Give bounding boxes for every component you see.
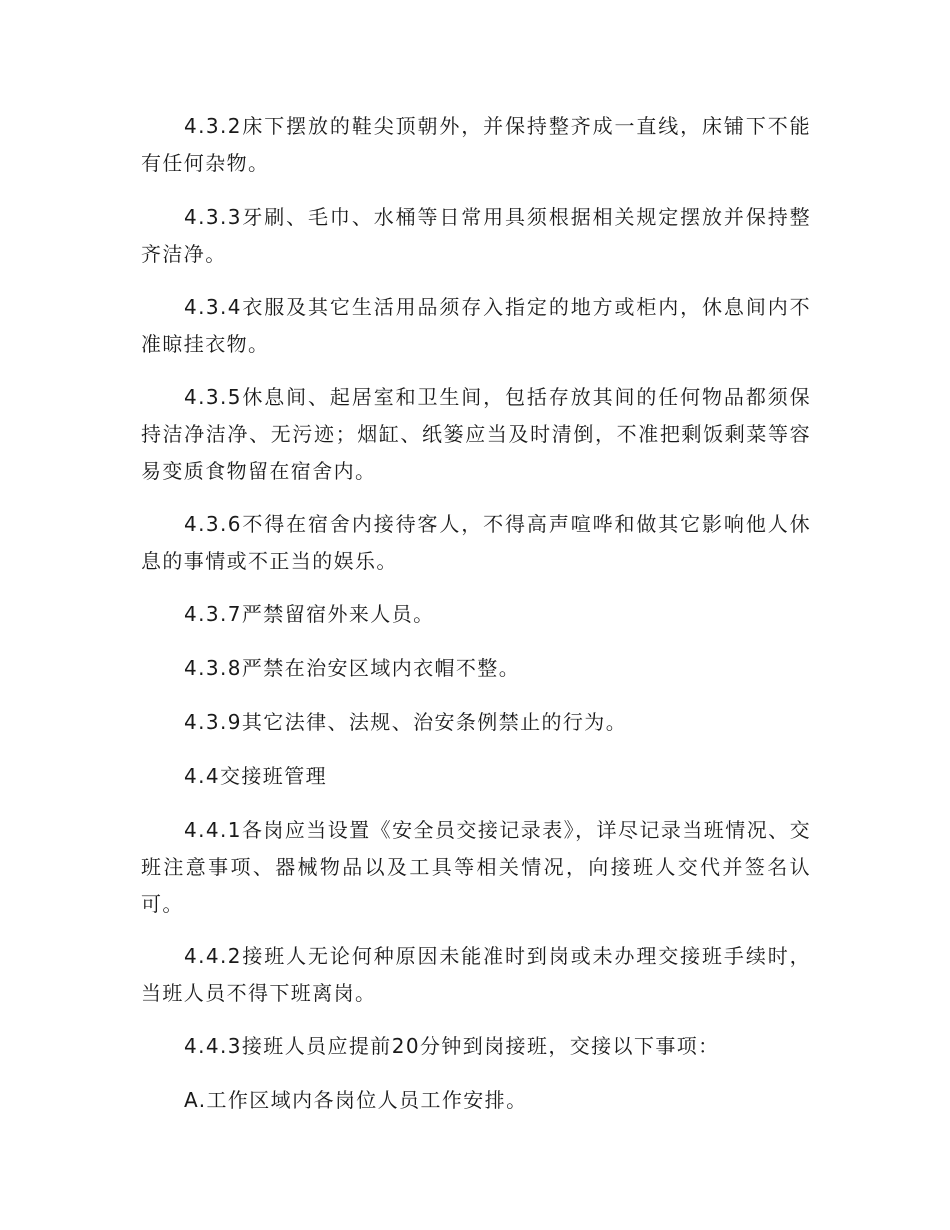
paragraph-4-3-8: 4.3.8严禁在治安区域内衣帽不整。 (184, 656, 521, 680)
paragraph-4-3-5: 4.3.5休息间、起居室和卫生间，包括存放其间的任何物品都须保持洁净洁净、无污迹；烟缸、纸篓应当及时清倒，不准把剩饭剩菜等容易变质食物留在宿舍内。 (141, 385, 811, 483)
paragraph-4-3-3: 4.3.3牙刷、毛巾、水桶等日常用具须根据相关规定摆放并保持整齐洁净。 (141, 205, 811, 266)
paragraph-4-3-4: 4.3.4衣服及其它生活用品须存入指定的地方或柜内，休息间内不准晾挂衣物。 (141, 295, 811, 356)
paragraph-4-3-7: 4.3.7严禁留宿外来人员。 (184, 602, 435, 626)
paragraph-4-4-2: 4.4.2接班人无论何种原因未能准时到岗或未办理交接班手续时，当班人员不得下班离岗。 (141, 944, 811, 1005)
paragraph-4-4-1: 4.4.1各岗应当设置《安全员交接记录表》，详尽记录当班情况、交班注意事项、器械物品以及工具等相关情况，向接班人交代并签名认可。 (141, 818, 811, 916)
paragraph-4-3-6: 4.3.6不得在宿舍内接待客人，不得高声喧哗和做其它影响他人休息的事情或不正当的娱乐。 (141, 512, 811, 573)
section-heading-4-4: 4.4交接班管理 (184, 764, 328, 788)
paragraph-4-3-9: 4.3.9其它法律、法规、治安条例禁止的行为。 (184, 710, 628, 734)
list-item-a: A.工作区域内各岗位人员工作安排。 (184, 1088, 528, 1112)
paragraph-4-4-3: 4.4.3接班人员应提前20分钟到岗接班，交接以下事项： (184, 1034, 720, 1058)
paragraph-4-3-2: 4.3.2床下摆放的鞋尖顶朝外，并保持整齐成一直线，床铺下不能有任何杂物。 (141, 114, 811, 175)
